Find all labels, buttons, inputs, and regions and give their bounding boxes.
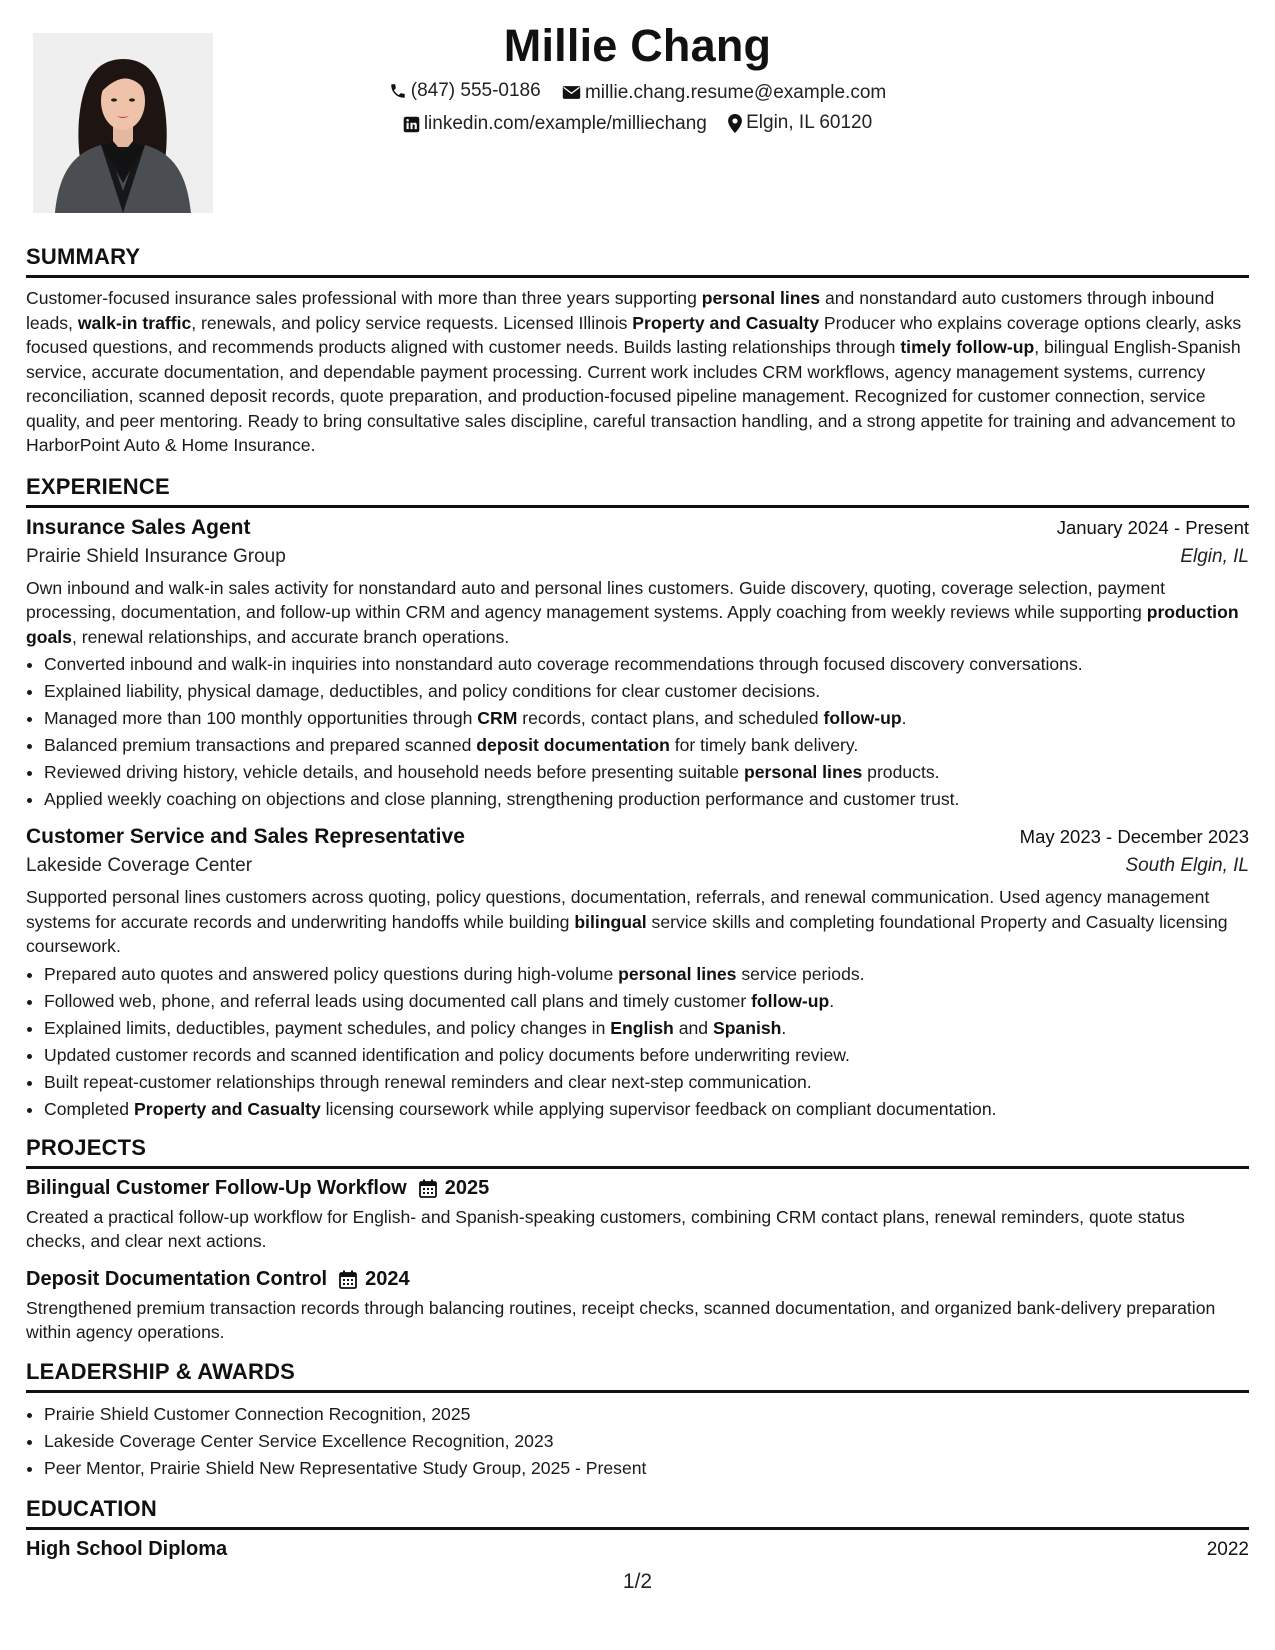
projects-heading: PROJECTS [26, 1135, 1249, 1169]
list-item: • Balanced premium transactions and prepared scanned deposit documentation for timely bank delivery. [44, 732, 1249, 759]
contact-phone [389, 80, 541, 102]
list-item: • Prepared auto quotes and answered policy questions during high-volume personal lines service periods. [44, 961, 1249, 988]
calendar-icon [419, 1179, 437, 1198]
summary-section [26, 244, 1249, 458]
education-year: 2022 [1206, 1538, 1249, 1560]
job-description: Supported personal lines customers across quoting, policy questions, documentation, referrals, and renewal communication. Used agency management systems for accurate records and underwriting handoffs while building bilingual service skills and completing foundational Property and Casualty licensing coursework. [26, 887, 1228, 956]
list-item: • Explained limits, deductibles, payment schedules, and policy changes in English and Spanish. [44, 1015, 1249, 1042]
map-pin-icon [728, 114, 742, 133]
list-item: • Built repeat-customer relationships through renewal reminders and clear next-step communication. [44, 1069, 1249, 1096]
contact-linkedin [403, 113, 707, 135]
experience-section [26, 474, 1249, 1123]
email-text[interactable]: millie.chang.resume@example.com [584, 81, 887, 103]
project-description: Strengthened premium transaction records through balancing routines, receipt checks, scanned documentation, and organized bank-delivery preparation within agency operations. [26, 1297, 1216, 1342]
education-entry [26, 1538, 1249, 1561]
list-item: • Completed Property and Casualty licensing coursework while applying supervisor feedback on compliant documentation. [44, 1096, 1249, 1123]
awards-list [26, 1401, 1249, 1482]
resume-content [26, 244, 1249, 1561]
contact-location [728, 112, 872, 134]
job-subheader [26, 546, 1249, 568]
job-entry [26, 825, 1249, 1123]
project-header [26, 1268, 1249, 1291]
awards-heading: LEADERSHIP & AWARDS [26, 1359, 1249, 1393]
job-description: Own inbound and walk-in sales activity for nonstandard auto and personal lines customers. Guide discovery, quoting, coverage selection, payment processing, documentation, and follow-up within CRM and agency management systems. Apply coaching from weekly reviews while supporting production goals, renewal relationships, and accurate branch operations. [26, 577, 1239, 647]
candidate-name: Millie Chang [503, 20, 772, 71]
education-section [26, 1496, 1249, 1561]
project-year: 2024 [365, 1267, 410, 1290]
education-heading: EDUCATION [26, 1496, 1249, 1530]
contact-email [562, 82, 886, 104]
phone-text[interactable]: (847) 555-0186 [410, 80, 541, 101]
job-dates: May 2023 - December 2023 [1019, 826, 1249, 847]
list-item: • Converted inbound and walk-in inquiries into nonstandard auto coverage recommendations through focused discovery conversations. [44, 651, 1249, 678]
list-item: • Updated customer records and scanned identification and policy documents before underwriting review. [44, 1042, 1249, 1069]
summary-text: Customer-focused insurance sales professional with more than three years supporting personal lines and nonstandard auto customers through inbound leads, walk-in traffic, renewals, and policy service requests. Licensed Illinois Property and Casualty Producer who explains coverage options clearly, asks focused questions, and recommends products aligned with customer needs. Builds lasting relationships through timely follow-up, bilingual English-Spanish service, accurate documentation, and dependable payment processing. Current work includes CRM workflows, agency management systems, currency reconciliation, scanned deposit records, quote preparation, and production-focused pipeline management. Recognized for customer connection, service quality, and peer mentoring. Ready to bring consultative sales discipline, careful transaction handling, and a strong appetite for training and advancement to HarborPoint Auto & Home Insurance. [26, 288, 1242, 455]
job-company: Lakeside Coverage Center [26, 855, 253, 876]
summary-heading: SUMMARY [26, 244, 1249, 278]
project-entry [26, 1177, 1249, 1254]
list-item: • Peer Mentor, Prairie Shield New Representative Study Group, 2025 - Present [44, 1455, 1249, 1482]
project-entry [26, 1268, 1249, 1345]
project-description: Created a practical follow-up workflow for English- and Spanish-speaking customers, combining CRM contact plans, renewal reminders, quote status checks, and clear next actions. [26, 1206, 1185, 1251]
linkedin-text[interactable]: linkedin.com/example/milliechang [423, 113, 707, 134]
education-degree: High School Diploma [26, 1537, 228, 1560]
job-location: South Elgin, IL [1125, 855, 1249, 876]
list-item: • Followed web, phone, and referral leads using documented call plans and timely customer follow-up. [44, 988, 1249, 1015]
job-header [26, 516, 1249, 540]
list-item: • Lakeside Coverage Center Service Excellence Recognition, 2023 [44, 1428, 1249, 1455]
job-title: Customer Service and Sales Representative [26, 825, 465, 848]
job-location: Elgin, IL [1180, 545, 1249, 567]
job-company: Prairie Shield Insurance Group [26, 545, 286, 567]
projects-section [26, 1135, 1249, 1345]
envelope-icon [562, 85, 581, 100]
calendar-icon [339, 1270, 357, 1289]
project-name: Bilingual Customer Follow-Up Workflow [26, 1176, 407, 1199]
phone-icon [389, 82, 407, 100]
job-bullets [26, 651, 1249, 813]
job-entry [26, 516, 1249, 814]
list-item: • Prairie Shield Customer Connection Recognition, 2025 [44, 1401, 1249, 1428]
project-name: Deposit Documentation Control [26, 1267, 328, 1290]
list-item: • Managed more than 100 monthly opportunities through CRM records, contact plans, and scheduled follow-up. [44, 705, 1249, 732]
linkedin-icon [403, 116, 420, 133]
job-dates: January 2024 - Present [1056, 516, 1249, 538]
project-year: 2025 [444, 1176, 490, 1199]
job-title: Insurance Sales Agent [26, 515, 251, 539]
contact-line-2 [0, 112, 1275, 139]
job-header [26, 825, 1249, 849]
experience-heading: EXPERIENCE [26, 474, 1249, 508]
location-text: Elgin, IL 60120 [746, 112, 873, 133]
project-header [26, 1177, 1249, 1200]
list-item: • Applied weekly coaching on objections and close planning, strengthening production performance and customer trust. [44, 786, 1249, 813]
list-item: • Reviewed driving history, vehicle details, and household needs before presenting suitable personal lines products. [44, 759, 1249, 786]
job-subheader [26, 855, 1249, 877]
page-number: 1/2 [622, 1570, 653, 1593]
job-bullets [26, 961, 1249, 1123]
awards-section [26, 1359, 1249, 1482]
contact-line-1 [0, 80, 1275, 106]
list-item: • Explained liability, physical damage, deductibles, and policy conditions for clear customer decisions. [44, 678, 1249, 705]
